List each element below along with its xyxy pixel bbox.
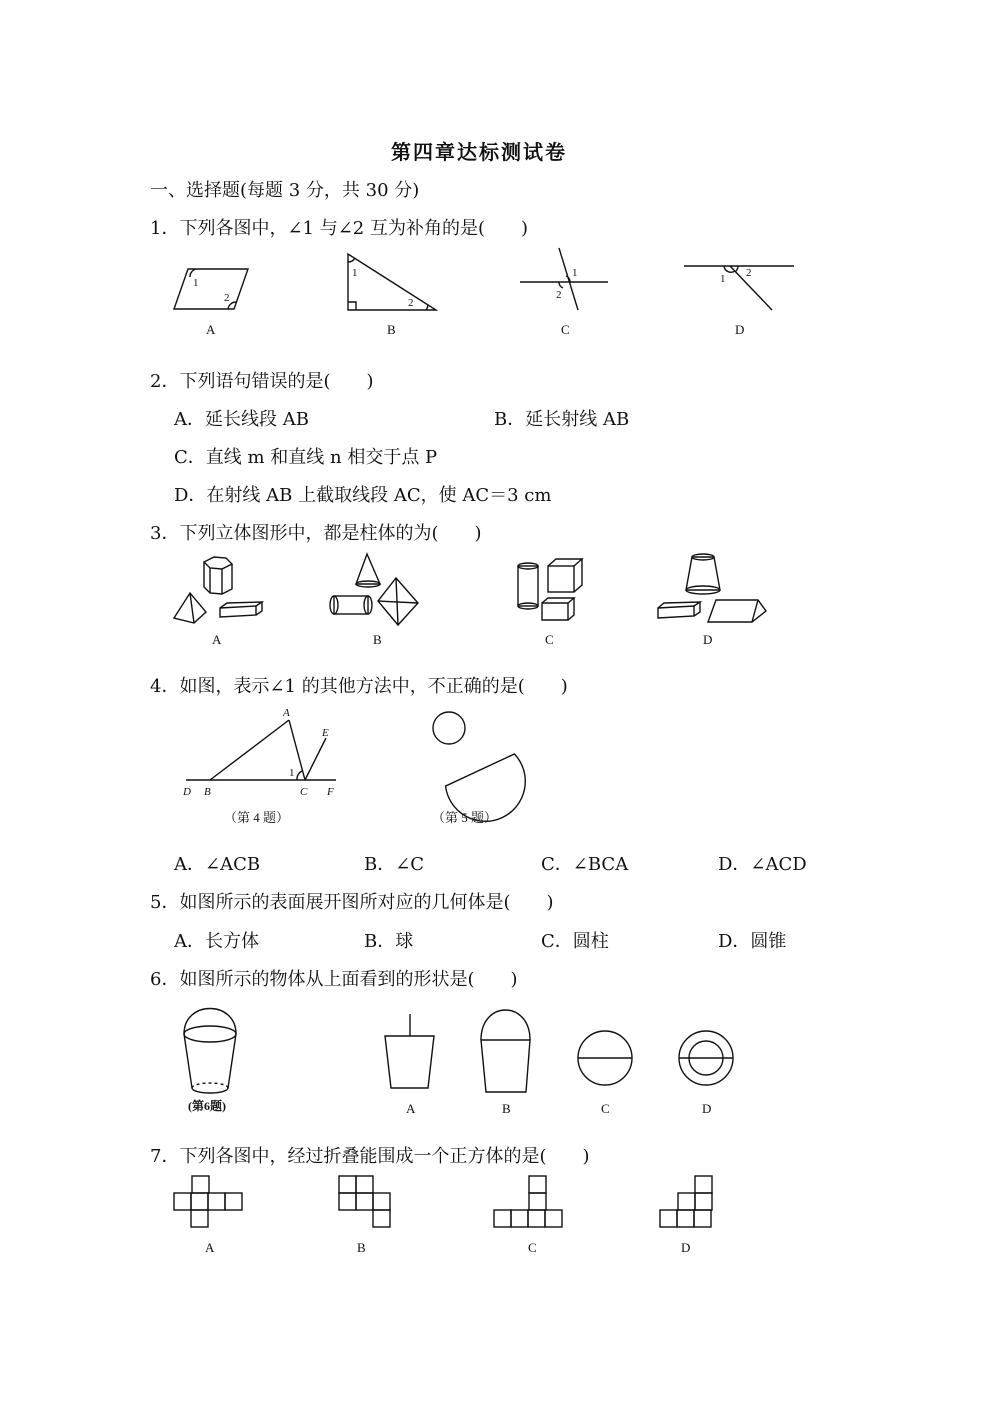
question-7: 7．下列各图中，经过折叠能围成一个正方体的是( ) bbox=[150, 1146, 590, 1167]
page-title: 第四章达标测试卷 bbox=[391, 140, 567, 164]
q7-label-c: C bbox=[528, 1240, 537, 1255]
q4-option-b: B．∠C bbox=[364, 854, 425, 875]
q2-option-a: A．延长线段 AB bbox=[174, 409, 309, 430]
q1-a-label-2: 2 bbox=[224, 292, 230, 304]
q1-b-label-2: 2 bbox=[408, 297, 414, 309]
q3-label-d: D bbox=[703, 632, 713, 647]
question-1: 1．下列各图中，∠1 与∠2 互为补角的是( ) bbox=[150, 218, 529, 239]
q7-label-b: B bbox=[357, 1240, 366, 1255]
q1-a-label-1: 1 bbox=[193, 277, 199, 289]
q7-label-a: A bbox=[205, 1240, 215, 1255]
q5-option-c: C．圆柱 bbox=[541, 931, 609, 952]
q6-label-a: A bbox=[406, 1101, 416, 1116]
q5-option-d: D．圆锥 bbox=[718, 931, 787, 952]
q5-option-a: A．长方体 bbox=[174, 931, 259, 952]
q2-option-d: D．在射线 AB 上截取线段 AC，使 AC＝3 cm bbox=[174, 485, 552, 506]
q4-point-c: C bbox=[300, 786, 308, 798]
q5-option-b: B．球 bbox=[364, 931, 414, 952]
question-2: 2．下列语句错误的是( ) bbox=[150, 371, 374, 392]
question-3: 3．下列立体图形中，都是柱体的为( ) bbox=[150, 523, 482, 544]
q3-label-a: A bbox=[212, 632, 222, 647]
q1-label-c: C bbox=[561, 322, 570, 337]
q2-option-b: B．延长射线 AB bbox=[494, 409, 630, 430]
question-6: 6．如图所示的物体从上面看到的形状是( ) bbox=[150, 969, 518, 990]
section-heading: 一、选择题(每题 3 分，共 30 分) bbox=[150, 180, 420, 201]
q6-label-b: B bbox=[502, 1101, 511, 1116]
q6-caption: (第6题) bbox=[188, 1099, 226, 1113]
q4-option-a: A．∠ACB bbox=[174, 854, 261, 875]
q1-label-b: B bbox=[387, 322, 396, 337]
q4-point-a: A bbox=[283, 707, 290, 719]
q4-point-e: E bbox=[322, 727, 329, 739]
q1-label-d: D bbox=[735, 322, 745, 337]
q4-point-d: D bbox=[183, 786, 191, 798]
q4-option-d: D．∠ACD bbox=[718, 854, 807, 875]
q5-caption: （第 5 题） bbox=[432, 810, 498, 825]
q4-point-b: B bbox=[204, 786, 211, 798]
question-5: 5．如图所示的表面展开图所对应的几何体是( ) bbox=[150, 892, 554, 913]
q1-c-label-1: 1 bbox=[572, 267, 578, 279]
q1-label-a: A bbox=[206, 322, 216, 337]
q7-option-d-net bbox=[660, 1176, 712, 1227]
q7-label-d: D bbox=[681, 1240, 691, 1255]
q4-point-f: F bbox=[327, 786, 334, 798]
q4-caption: （第 4 题） bbox=[224, 810, 290, 825]
q3-label-b: B bbox=[373, 632, 382, 647]
q4-angle1-label: 1 bbox=[289, 767, 295, 779]
q4-option-c: C．∠BCA bbox=[541, 854, 629, 875]
q2-option-c: C．直线 m 和直线 n 相交于点 P bbox=[174, 447, 438, 468]
q6-label-c: C bbox=[601, 1101, 610, 1116]
q1-b-label-1: 1 bbox=[352, 267, 358, 279]
q7-option-b-net bbox=[339, 1176, 390, 1227]
q1-d-label-1: 1 bbox=[720, 273, 726, 285]
q1-c-label-2: 2 bbox=[556, 289, 562, 301]
question-4: 4．如图，表示∠1 的其他方法中，不正确的是( ) bbox=[150, 676, 568, 697]
q7-option-a-net bbox=[174, 1176, 242, 1227]
q3-label-c: C bbox=[545, 632, 554, 647]
q1-d-label-2: 2 bbox=[746, 267, 752, 279]
q6-label-d: D bbox=[702, 1101, 712, 1116]
q7-option-c-net bbox=[494, 1176, 562, 1227]
